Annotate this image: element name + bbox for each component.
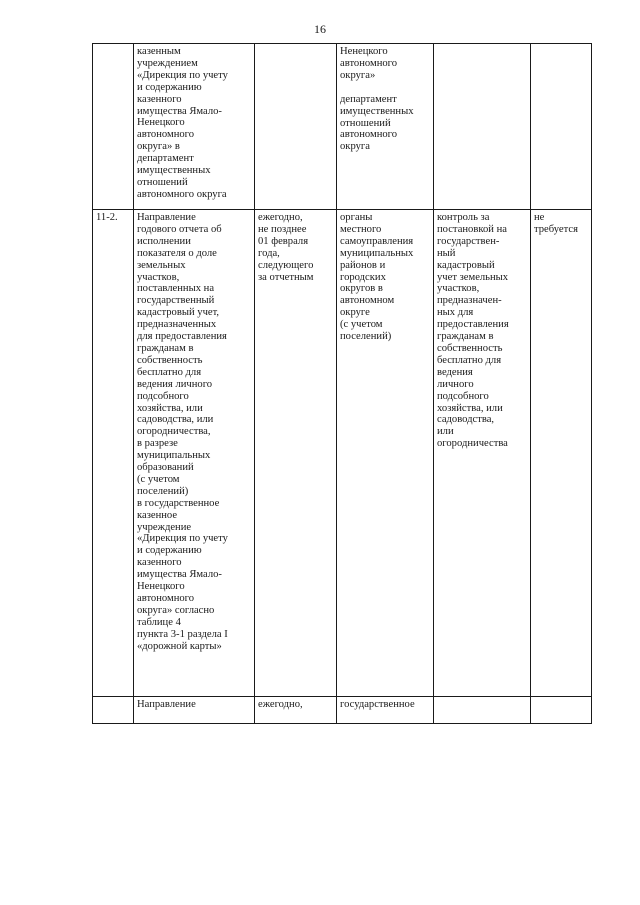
cell-number xyxy=(93,44,134,210)
cell-responsible xyxy=(337,44,434,210)
cell-responsible: органы местного самоуправления муниципальных районов и городских округов в автономном округе (с учетом поселений) xyxy=(337,210,434,697)
cell-action: Направление xyxy=(134,697,255,724)
cell-number: 11-2. xyxy=(93,210,134,697)
page-number: 16 xyxy=(314,22,326,36)
cell-funding: не требуется xyxy=(531,210,592,697)
cell-funding xyxy=(531,697,592,724)
cell-funding xyxy=(531,44,592,210)
cell-action: Направление годового отчета об исполнении показателя о доле земельных участков, поставленных на государственный кадастровый учет, предназначенных для предоставления гражданам в собственность бесплатно для ведения личного подсобного хозяйства, или садоводства, или огородничества, в разрезе муниципальных образований (с учетом поселений) в государственное казенное учреждение «Дирекция по учету и содержанию казенного имущества Ямало- Ненецкого автономного округа» согласно таблице 4 пункта 3-1 раздела I «дорожной карты» xyxy=(134,210,255,697)
table-row-continuation xyxy=(93,44,592,210)
cell-deadline xyxy=(255,44,337,210)
cell-responsible-part-b: департамент имущественных отношений автономного округа xyxy=(340,93,414,153)
cell-result xyxy=(434,697,531,724)
cell-responsible: государственное xyxy=(337,697,434,724)
plan-table xyxy=(92,43,592,724)
cell-deadline: ежегодно, не позднее 01 февраля года, следующего за отчетным xyxy=(255,210,337,697)
cell-result xyxy=(434,44,531,210)
table-row-11-2 xyxy=(93,210,592,697)
cell-responsible-part-a: Ненецкого автономного округа» xyxy=(340,46,398,81)
cell-deadline: ежегодно, xyxy=(255,697,337,724)
cell-result: контроль за постановкой на государствен- ный кадастровый учет земельных участков, предназначен- ных для предоставления гражданам в собственность бесплатно для ведения личного подсобного хозяйства, или садоводства, или огородничества xyxy=(434,210,531,697)
table-row-next xyxy=(93,697,592,724)
cell-action: казенным учреждением «Дирекция по учету и содержанию казенного имущества Ямало- Ненецкого автономного округа» в департамент имущественных отношений автономного округа xyxy=(134,44,255,210)
cell-number xyxy=(93,697,134,724)
